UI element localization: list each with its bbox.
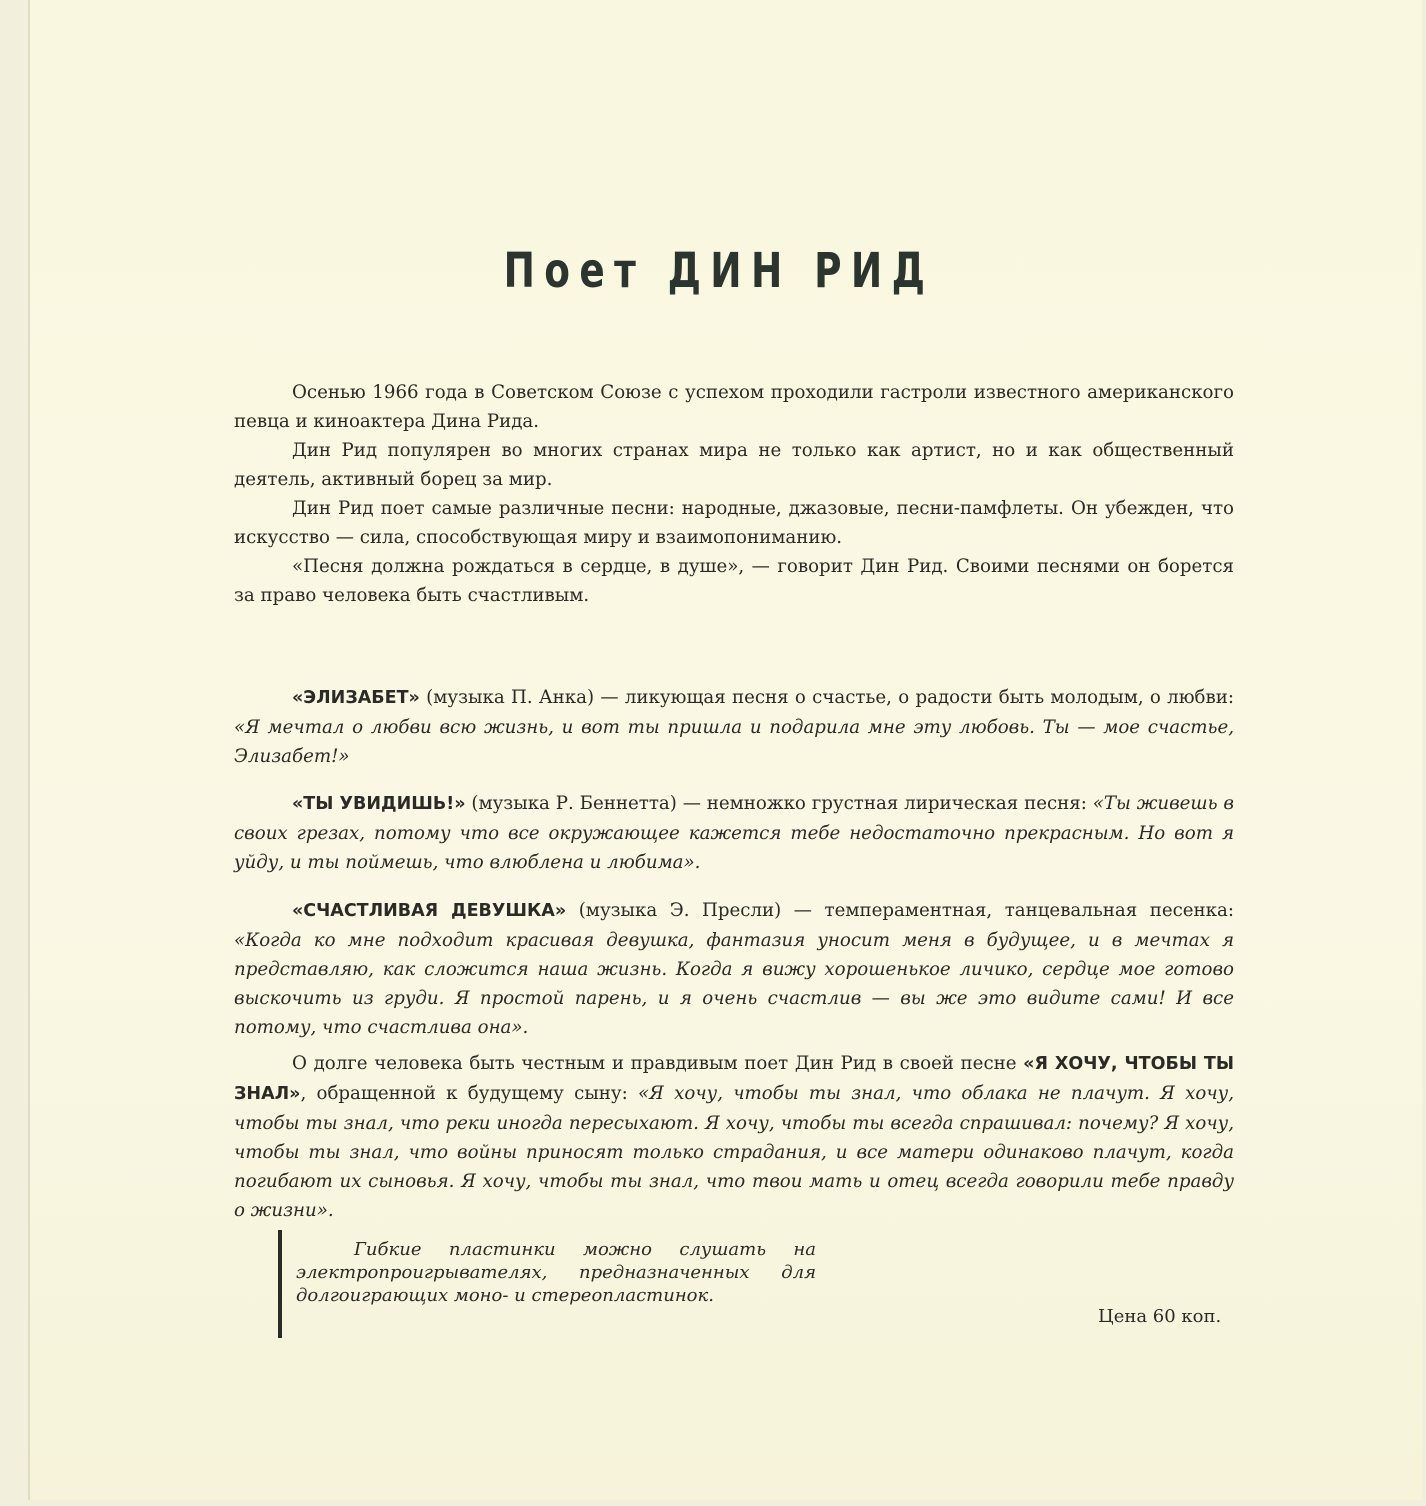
song-title: «Я ХОЧУ, ЧТОБЫ ТЫ ЗНАЛ» [234, 1054, 1234, 1104]
song-quote: «Когда ко мне подходит красивая девушка, фантазия уносит меня в будущее, и в мечтах я представляю, как сложится наша жизнь. Когда я вижу хорошенькое личико, сердце мое готово выскочить из груди. Я простой парень, и я очень счастлив — вы же это видите сами! И все потому, что счастлива она». [234, 930, 1234, 1038]
song-quote: «Ты живешь в своих грезах, потому что все окружающее кажется тебе недостаточно прекрасным. Но вот я уйду, и ты поймешь, что влюблена и любима». [234, 793, 1235, 873]
song-lead: О долге человека быть честным и правдивым поет Дин Рид в своей песне [292, 1053, 1024, 1074]
song-i-want-you-to-know [234, 1049, 1234, 1225]
song-quote: «Я хочу, чтобы ты знал, что облака не плачут. Я хочу, чтобы ты знал, что реки иногда пересыхают. Я хочу, чтобы ты всегда спрашивал: почему? Я хочу, чтобы ты знал, что войны приносят только страдания, и все матери одинаково плачут, когда погибают их сыновья. Я хочу, чтобы ты знал, что твои мать и отец всегда говорили тебе правду о жизни». [234, 1083, 1234, 1221]
song-description: , обращенной к будущему сыну: [300, 1083, 639, 1104]
song-ty-uvidish [234, 789, 1234, 877]
song-title: «СЧАСТЛИВАЯ ДЕВУШКА» [292, 901, 567, 921]
note-vertical-rule [278, 1230, 282, 1338]
price-label: Цена 60 коп. [1098, 1306, 1222, 1327]
song-title: «ЭЛИЗАБЕТ» [292, 688, 420, 708]
song-title: «ТЫ УВИДИШЬ!» [292, 794, 466, 814]
intro-paragraph-2: Дин Рид популярен во многих странах мира не только как артист, но и как общественный деятель, активный борец за мир. [234, 440, 1234, 490]
intro-paragraph-1: Осенью 1966 года в Советском Союзе с успехом проходили гастроли известного американского певца и киноактера Дина Рида. [234, 382, 1234, 432]
intro-paragraph-3: Дин Рид поет самые различные песни: народные, джазовые, песни-памфлеты. Он убежден, что искусство — сила, способствующая миру и взаимопониманию. [234, 498, 1234, 548]
intro-paragraph-4: «Песня должна рождаться в сердце, в душе», — говорит Дин Рид. Своими песнями он борется за право человека быть счастливым. [234, 556, 1234, 606]
song-description: (музыка Э. Пресли) — темпераментная, танцевальная песенка: [566, 900, 1235, 921]
page-title: Поет ДИН РИД [503, 243, 935, 299]
song-description: (музыка Р. Беннетта) — немножко грустная лирическая песня: [465, 793, 1093, 814]
song-happy-girl [234, 896, 1234, 1042]
playback-note: Гибкие пластинки можно слушать на электропроигрывателях, предназначенных для долгоиграющих моно- и стереопластинок. [296, 1239, 816, 1306]
song-description: (музыка П. Анка) — ликующая песня о счастье, о радости быть молодым, о любви: [419, 687, 1234, 708]
song-elizabeth [234, 683, 1234, 771]
song-quote: «Я мечтал о любви всю жизнь, и вот ты пришла и подарила мне эту любовь. Ты — мое счастье, Элизабет!» [234, 717, 1234, 767]
